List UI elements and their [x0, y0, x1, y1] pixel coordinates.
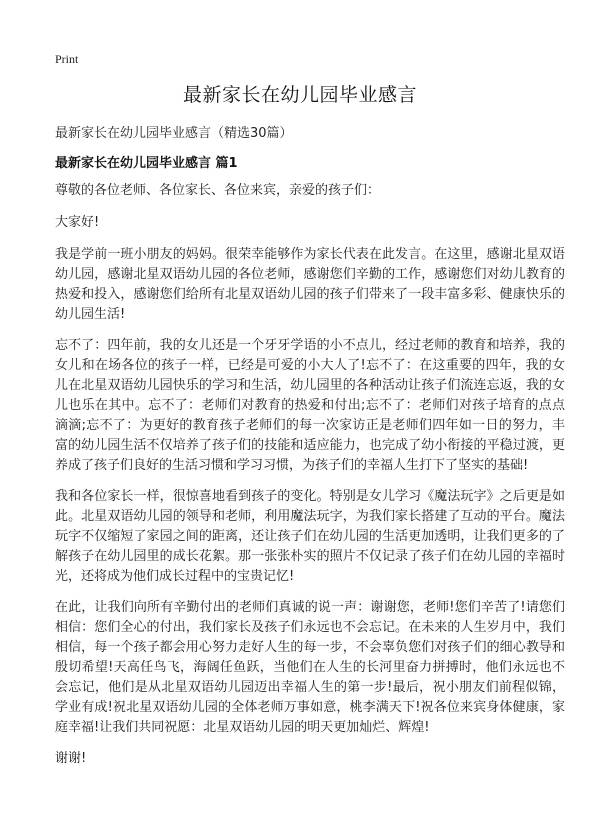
document-subtitle: 最新家长在幼儿园毕业感言（精选30篇） — [55, 126, 293, 141]
greeting-paragraph: 大家好! — [55, 215, 100, 230]
print-label: Print — [55, 52, 79, 66]
closing-paragraph: 谢谢! — [55, 751, 87, 766]
intro-paragraph: 我是学前一班小朋友的妈妈。很荣幸能够作为家长代表在此发言。在这里，感谢北星双语幼儿园，感谢北星双语幼儿园的各位老师，感谢您们辛勤的工作，感谢您们对幼儿教育的热爱和投入，感谢您们给所有北星双语幼儿园的孩子们带来了一段丰富多彩、健康快乐的幼儿园生活! — [55, 247, 565, 322]
document-body — [55, 181, 565, 781]
salutation-paragraph: 尊敬的各位老师、各位家长、各位来宾，亲爱的孩子们： — [55, 183, 381, 198]
changes-paragraph: 我和各位家长一样，很惊喜地看到孩子的变化。特别是女儿学习《魔法玩字》之后更是如此。北星双语幼儿园的领导和老师，利用魔法玩字，为我们家长搭建了互动的平台。魔法玩字不仅缩短了家园之间的距离，还让孩子们在幼儿园的生活更加透明，让我们更多的了解孩子在幼儿园里的成长花絮。那一张张朴实的照片不仅记录了孩子们在幼儿园的幸福时光，还将成为他们成长过程中的宝贵记忆! — [55, 489, 565, 584]
memories-paragraph: 忘不了：四年前，我的女儿还是一个牙牙学语的小不点儿，经过老师的教育和培养，我的女儿和在场各位的孩子一样，已经是可爱的小大人了!忘不了：在这重要的四年，我的女儿在北星双语幼儿园快乐的学习和生活，幼儿园里的各种活动让孩子们流连忘返，我的女儿也乐在其中。忘不了：老师们对教育的热爱和付出;忘不了：老师们对孩子培育的点点滴滴;忘不了：为更好的教育孩子老师们的每一次家访正是老师们四年如一日的努力，丰富的幼儿园生活不仅培养了孩子们的技能和适应能力，也完成了幼小衔接的平稳过渡，更养成了孩子们良好的生活习惯和学习习惯，为孩子们的幸福人生打下了坚实的基础! — [55, 338, 565, 473]
page-title: 最新家长在幼儿园毕业感言 — [182, 84, 417, 106]
thanks-paragraph: 在此，让我们向所有辛勤付出的老师们真诚的说一声：谢谢您，老师!您们辛苦了!请您们相信：您们全心的付出，我们家长及孩子们永远也不会忘记。在未来的人生岁月中，我们相信，每一个孩子都会用心努力走好人生的每一步，不会辜负您们对孩子们的细心教导和殷切希望!天高任鸟飞，海阔任鱼跃，当他们在人生的长河里奋力拼搏时，他们永远也不会忘记，他们是从北星双语幼儿园迈出幸福人生的第一步!最后，祝小朋友们前程似锦，学业有成!祝北星双语幼儿园的全体老师万事如意，桃李满天下!祝各位来宾身体健康，家庭幸福!让我们共同祝愿：北星双语幼儿园的明天更加灿烂、辉煌! — [55, 600, 565, 735]
section-heading: 最新家长在幼儿园毕业感言 篇1 — [55, 156, 238, 171]
